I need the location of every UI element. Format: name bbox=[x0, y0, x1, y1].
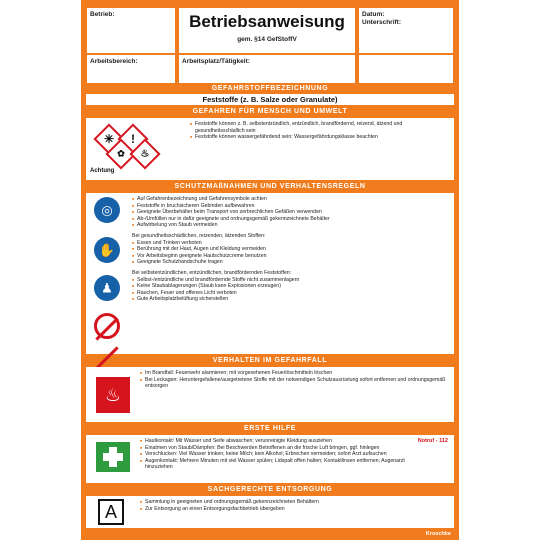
title-cell bbox=[179, 8, 355, 53]
page-title: Betriebsanweisung bbox=[189, 12, 345, 31]
entsorgung-panel bbox=[86, 496, 454, 528]
list-item: ■ Auf Gefahrenbezeichnung und Gefahrensymbole achten bbox=[132, 196, 448, 203]
list-item: ■ Bei Leckagen: Heruntergefallene/ausgetretene Stoffe mit der notwendigen Schutzausrüstung sofort entfernen und ordnungsgemäß entsorgen bbox=[140, 377, 448, 390]
signal-word: Achtung bbox=[90, 168, 115, 174]
apron-icon: ♟ bbox=[94, 275, 120, 301]
betrieb-label: Betrieb: bbox=[90, 11, 115, 18]
health-hazard-icon: ✳ bbox=[93, 123, 124, 154]
environment-icon: ✿ bbox=[105, 138, 136, 169]
schutz-panel bbox=[86, 193, 454, 354]
list-item: ■ Keine Staubablagerungen (Staub kann Explosionen erzeugen) bbox=[132, 283, 448, 290]
list-item: ■ Selbst-/entzündliche und brandfördernde Stoffe nicht zusammenlagern bbox=[132, 277, 448, 284]
list-item: ■ Geeignete Schutzhandschuhe tragen bbox=[132, 259, 448, 266]
list-item: ■ Feststoffe in bruchsicheren Gebinden aufbewahren bbox=[132, 203, 448, 210]
section-title-schutz: SCHUTZMAßNAHMEN UND VERHALTENSREGELN bbox=[174, 183, 366, 190]
gefahren-text bbox=[190, 121, 446, 141]
list-item: ■ Hautkontakt: Mit Wasser und Seife abwaschen; verunreinigte Kleidung ausziehen bbox=[140, 438, 424, 445]
exclamation-icon: ! bbox=[117, 123, 148, 154]
no-eating-icon bbox=[94, 313, 120, 339]
list-item: ■ Im Brandfall: Feuerwehr alarmieren; mit vorgesehenen Feuerlöschmitteln löschen bbox=[140, 370, 448, 377]
list-item: ■ Geeignete Überbehälter beim Transport von zerbrechlichen Gefäßen verwenden bbox=[132, 209, 448, 216]
list-item: ■ Feststoffe können z. B. selbstentzündlich, entzündlich, brandfördernd, reizend, ätzend und gesundheitsschädlich sein bbox=[190, 121, 446, 134]
date-signature-cell[interactable] bbox=[359, 8, 453, 53]
fire-extinguisher-icon: ♨ bbox=[96, 377, 130, 413]
datum-label: Datum: bbox=[362, 11, 385, 18]
list-item: ■ Verschlucken: Viel Wasser trinken; keine Milch; kein Alkohol; Erbrechen vermeiden; sofort Arzt aufsuchen bbox=[140, 451, 424, 458]
disposal-letter: A bbox=[98, 499, 124, 525]
gefahrfall-panel bbox=[86, 367, 454, 422]
arbeitsbereich-cell[interactable] bbox=[87, 55, 175, 83]
page-subtitle: gem. §14 GefStoffV bbox=[237, 36, 297, 43]
list-item: ■ Augenkontakt: Mehrere Minuten mit viel Wasser spülen; Lidspalt offen halten; Kontaktlinsen entfernen; Augenarzt hinzuziehen bbox=[140, 458, 424, 471]
spacer bbox=[94, 345, 120, 351]
section-title-entsorgung: SACHGERECHTE ENTSORGUNG bbox=[207, 486, 333, 493]
list-item: ■ Einatmen von Staub/Dämpfen: Bei Beschwerden Betroffenen an die frische Luft bringen, ggf. hinlegen bbox=[140, 445, 424, 452]
erstehilfe-text bbox=[140, 438, 424, 471]
intro-text: Bei gesundheitsschädlichen, reizenden, ätzenden Stoffen: bbox=[132, 232, 266, 239]
gefahren-panel bbox=[86, 118, 454, 180]
intro-text: Bei selbstentzündlichen, entzündlichen, brandfördernden Feststoffen: bbox=[132, 269, 292, 276]
extra-cell[interactable] bbox=[359, 55, 453, 83]
list-item: ■ Vor Arbeitsbeginn geeignete Hautschutzcreme benutzen bbox=[132, 253, 448, 260]
unterschrift-label: Unterschrift: bbox=[362, 19, 402, 26]
list-item: ■ Feststoffe können wassergefährdend sein; Wassergefährdungsklasse beachten bbox=[190, 134, 446, 141]
emergency-number: Notruf - 112 bbox=[417, 438, 448, 444]
operating-instruction-sheet bbox=[81, 0, 459, 540]
header bbox=[86, 7, 454, 82]
arbeitsbereich-label: Arbeitsbereich: bbox=[90, 58, 138, 65]
list-item: ■ Gute Arbeitsplatzbelüftung sicherstellen bbox=[132, 296, 448, 303]
section-title-gefahrstoff: GEFAHRSTOFFBEZEICHNUNG bbox=[211, 85, 329, 92]
first-aid-icon bbox=[96, 442, 130, 472]
section-title-gefahren: GEFAHREN FÜR MENSCH UND UMWELT bbox=[192, 108, 348, 115]
list-item: ■ Zur Entsorgung an einen Entsorgungsfachbetrieb übergeben bbox=[140, 506, 448, 513]
entsorgung-text bbox=[140, 499, 448, 512]
section-title-erstehilfe: ERSTE HILFE bbox=[243, 425, 297, 432]
list-item: ■ Aufwirbelung von Staub vermeiden bbox=[132, 222, 448, 229]
gloves-icon: ✋ bbox=[94, 237, 120, 263]
brand-logo: Kroschke bbox=[425, 531, 451, 537]
list-item: ■ Sammlung in geeigneten und ordnungsgemäß gekennzeichneten Behältern bbox=[140, 499, 448, 506]
flame-over-circle-icon: ♨ bbox=[129, 138, 160, 169]
list-item: ■ Berührung mit der Haut, Augen und Kleidung vermeiden bbox=[132, 246, 448, 253]
gefahrfall-text bbox=[140, 370, 448, 390]
betrieb-cell[interactable] bbox=[87, 8, 175, 53]
section-title-gefahrfall: VERHALTEN IM GEFAHRFALL bbox=[212, 357, 328, 364]
substance-name: Feststoffe (z. B. Salze oder Granulate) bbox=[86, 94, 454, 105]
list-item: ■ Essen und Trinken verboten bbox=[132, 240, 448, 247]
list-item: ■ Ab-/Umfüllen nur in dafür geeignete und ordnungsgemäß gekennzeichnete Behälter bbox=[132, 216, 448, 223]
erstehilfe-panel bbox=[86, 435, 454, 483]
goggles-icon: ◎ bbox=[94, 197, 120, 223]
schutz-text bbox=[132, 196, 448, 303]
arbeitsplatz-label: Arbeitsplatz/Tätigkeit: bbox=[182, 58, 250, 65]
arbeitsplatz-cell[interactable] bbox=[179, 55, 355, 83]
list-item: ■ Rauchen, Feuer und offenes Licht verboten bbox=[132, 290, 448, 297]
